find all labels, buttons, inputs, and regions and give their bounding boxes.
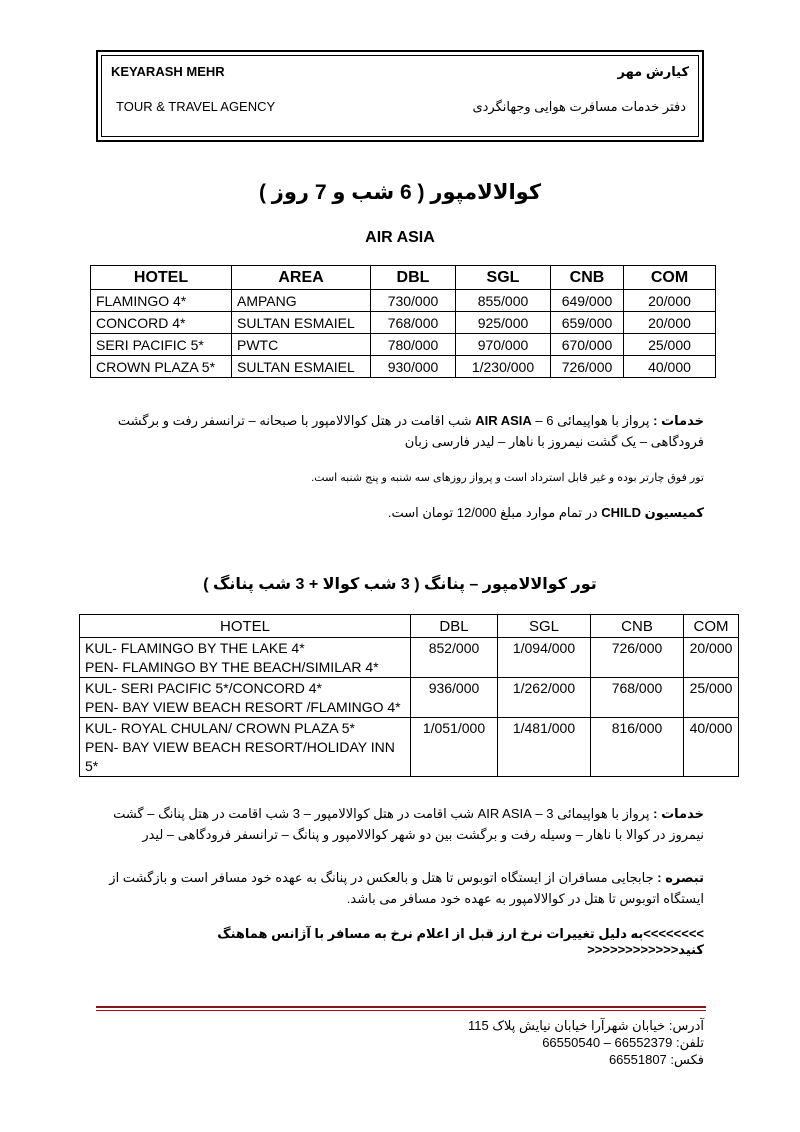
col-header: DBL	[411, 615, 498, 638]
cell-sgl: 1/230/000	[456, 356, 551, 378]
table-header-row	[80, 615, 739, 638]
cell-sgl: 1/262/000	[498, 678, 591, 718]
services-text-b: – 3 شب اقامت در هتل کوالالامپور – 3 شب اقامت در هتل پنانگ – گشت نیمروز در کوالا با ناهار – وسیله رفت و برگشت بین دو شهر کوالالامپور و پنانگ – ترانسفر فرودگاهی – لیدر	[113, 806, 704, 842]
hotel-pen: PEN- FLAMINGO BY THE BEACH/SIMILAR 4*	[85, 659, 379, 675]
cell-com: 20/000	[624, 290, 716, 312]
cell-dbl: 780/000	[371, 334, 456, 356]
commission-child: CHILD	[601, 505, 641, 520]
col-header: HOTEL	[91, 266, 232, 290]
footer-divider-thin	[96, 1010, 706, 1011]
footer-divider-thick	[96, 1006, 706, 1008]
tour2-note-paragraph	[98, 867, 704, 909]
footer-phone	[542, 1035, 704, 1051]
agency-subtitle-fa: دفتر خدمات مسافرت هوایی وجهانگردی	[472, 99, 686, 114]
phone-value: 66552379 – 66550540	[542, 1035, 673, 1050]
table-row	[91, 312, 716, 334]
phone-label: تلفن:	[675, 1035, 704, 1050]
cell-hotel	[80, 718, 411, 777]
note-text: جابجایی مسافران از ایستگاه اتوبوس تا هتل و بالعکس در پنانگ به عهده خود مسافر است و بازگشت از ایستگاه اتوبوس تا هتل در کوالالامپور به عهده خود مسافر می باشد.	[109, 870, 704, 906]
footer-address	[468, 1018, 704, 1034]
tour1-charter-note: تور فوق چارتر بوده و غیر قابل استرداد است و پرواز روزهای سه شنبه و پنج شنبه است.	[311, 472, 704, 484]
cell-dbl: 930/000	[371, 356, 456, 378]
tour2-services-paragraph	[98, 803, 704, 845]
address-label: آدرس:	[668, 1018, 704, 1033]
table-row	[91, 334, 716, 356]
cell-sgl: 925/000	[456, 312, 551, 334]
letterhead-inner-border	[101, 55, 699, 137]
tour2-title: تور کوالالامپور – پنانگ ( 3 شب کوالا + 3 شب پنانگ )	[203, 576, 597, 593]
cell-sgl: 1/481/000	[498, 718, 591, 777]
cell-cnb: 649/000	[551, 290, 624, 312]
commission-text: در تمام موارد مبلغ 12/000 تومان است.	[387, 505, 598, 520]
footer-fax	[609, 1052, 704, 1068]
tour1-airline: AIR ASIA	[365, 229, 435, 246]
cell-dbl: 730/000	[371, 290, 456, 312]
agency-name-fa: کیارش مهر	[617, 64, 689, 79]
hotel-pen: PEN- BAY VIEW BEACH RESORT /FLAMINGO 4*	[85, 699, 401, 715]
col-header: SGL	[498, 615, 591, 638]
table-row	[80, 718, 739, 777]
table-row	[80, 678, 739, 718]
table-row	[91, 290, 716, 312]
cell-sgl: 855/000	[456, 290, 551, 312]
cell-cnb: 670/000	[551, 334, 624, 356]
services-text-a: پرواز با هواپیمائی	[557, 806, 650, 821]
hotel-kul: KUL- FLAMINGO BY THE LAKE 4*	[85, 640, 305, 656]
cell-com: 25/000	[624, 334, 716, 356]
tour1-services-paragraph	[104, 410, 704, 452]
services-text-a: پرواز با هواپیمائی	[557, 413, 650, 428]
table-row	[91, 356, 716, 378]
services-label: خدمات :	[653, 806, 704, 821]
hotel-pen: PEN- BAY VIEW BEACH RESORT/HOLIDAY INN 5*	[85, 739, 395, 774]
cell-dbl: 1/051/000	[411, 718, 498, 777]
col-header: COM	[624, 266, 716, 290]
cell-cnb: 726/000	[591, 638, 684, 678]
cell-hotel	[80, 638, 411, 678]
agency-name-en: KEYARASH MEHR	[111, 64, 225, 79]
hotel-kul: KUL- ROYAL CHULAN/ CROWN PLAZA 5*	[85, 720, 355, 736]
cell-area: SULTAN ESMAIEL	[232, 312, 371, 334]
cell-area: SULTAN ESMAIEL	[232, 356, 371, 378]
cell-com: 40/000	[624, 356, 716, 378]
tour1-commission-paragraph	[104, 505, 704, 521]
cell-area: PWTC	[232, 334, 371, 356]
services-airline: AIR ASIA	[477, 806, 532, 821]
cell-com: 25/000	[684, 678, 739, 718]
cell-dbl: 852/000	[411, 638, 498, 678]
tour1-title: کوالالامپور ( 6 شب و 7 روز )	[258, 181, 542, 204]
services-airline: AIR ASIA	[475, 413, 532, 428]
cell-cnb: 659/000	[551, 312, 624, 334]
table-row	[80, 638, 739, 678]
cell-sgl: 1/094/000	[498, 638, 591, 678]
tour1-price-table	[90, 265, 716, 378]
col-header: AREA	[232, 266, 371, 290]
cell-sgl: 970/000	[456, 334, 551, 356]
fax-value: 66551807	[608, 1052, 667, 1067]
col-header: DBL	[371, 266, 456, 290]
col-header: SGL	[456, 266, 551, 290]
cell-hotel: CROWN PLAZA 5*	[91, 356, 232, 378]
table-header-row	[91, 266, 716, 290]
col-header: HOTEL	[80, 615, 411, 638]
note-label: تبصره :	[657, 870, 704, 885]
exchange-rate-warning: >>>>>>>>به دلیل تغییرات نرخ ارز قبل از اعلام نرخ به مسافر با آژانس هماهنگ کنید<<<<<<<<<<<<	[217, 926, 704, 957]
cell-hotel: FLAMINGO 4*	[91, 290, 232, 312]
col-header: CNB	[551, 266, 624, 290]
agency-subtitle-en: TOUR & TRAVEL AGENCY	[116, 99, 276, 114]
cell-hotel: CONCORD 4*	[91, 312, 232, 334]
col-header: CNB	[591, 615, 684, 638]
cell-dbl: 768/000	[371, 312, 456, 334]
cell-hotel: SERI PACIFIC 5*	[91, 334, 232, 356]
cell-com: 20/000	[684, 638, 739, 678]
services-label: خدمات :	[653, 413, 704, 428]
services-text-b: – 6 شب اقامت در هتل کوالالامپور با صبحانه – ترانسفر رفت و برگشت فرودگاهی – یک گشت نیمروز با ناهار – لیدر فارسی زبان	[117, 413, 704, 449]
cell-area: AMPANG	[232, 290, 371, 312]
commission-label: کمیسیون	[644, 505, 704, 520]
cell-com: 20/000	[624, 312, 716, 334]
cell-com: 40/000	[684, 718, 739, 777]
cell-cnb: 726/000	[551, 356, 624, 378]
hotel-kul: KUL- SERI PACIFIC 5*/CONCORD 4*	[85, 680, 323, 696]
cell-dbl: 936/000	[411, 678, 498, 718]
cell-hotel	[80, 678, 411, 718]
cell-cnb: 816/000	[591, 718, 684, 777]
tour2-price-table	[79, 614, 739, 777]
cell-cnb: 768/000	[591, 678, 684, 718]
address-value: خیابان شهرآرا خیابان نیایش پلاک 115	[468, 1018, 666, 1033]
col-header: COM	[684, 615, 739, 638]
letterhead-box	[96, 50, 704, 142]
fax-label: فکس:	[670, 1052, 704, 1067]
